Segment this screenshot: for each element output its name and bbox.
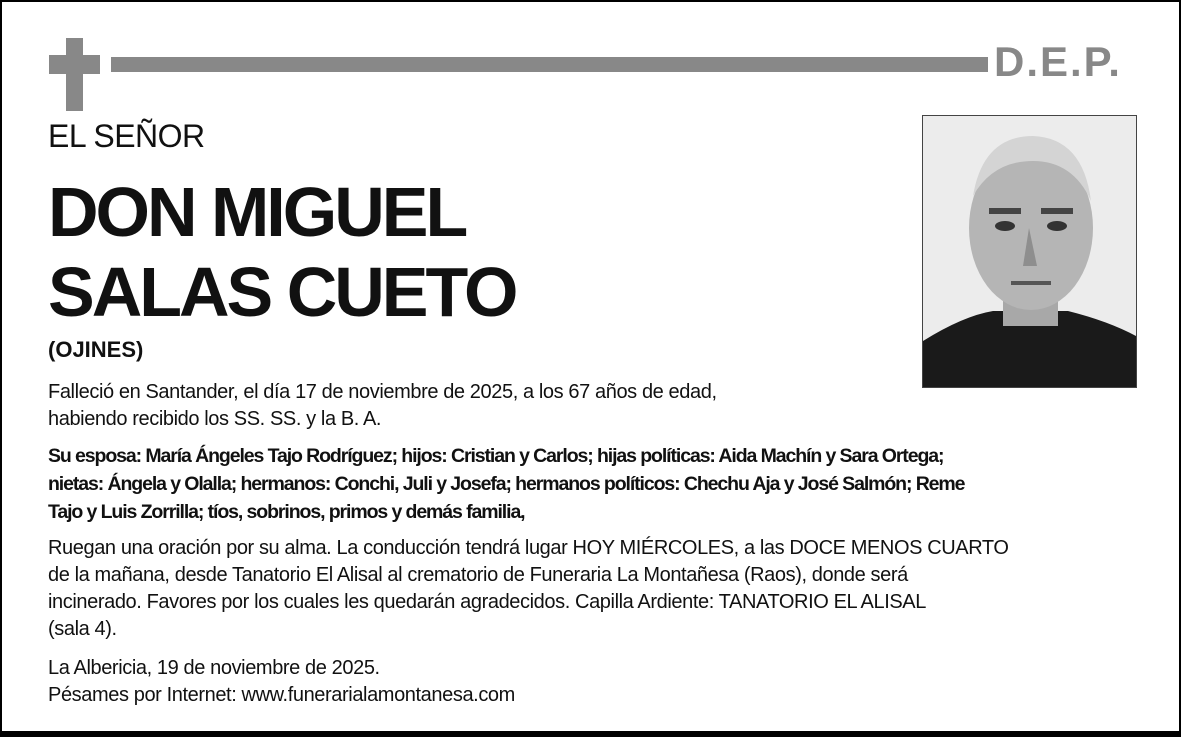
service-line: incinerado. Favores por los cuales les quedarán agradecidos. Capilla Ardiente: TANATORIO EL ALISAL [48, 591, 926, 613]
service-line: (sala 4). [48, 618, 117, 640]
dep-label: D.E.P. [994, 38, 1122, 85]
family-line: nietas: Ángela y Olalla; hermanos: Conchi, Juli y Josefa; hermanos políticos: Chechu Aja y José Salmón; Reme [48, 473, 965, 495]
bottom-rule [2, 731, 1179, 737]
header-rule [111, 57, 988, 72]
death-line: habiendo recibido los SS. SS. y la B. A. [48, 408, 382, 430]
cross-icon-arm [49, 55, 100, 74]
date-line: La Albericia, 19 de noviembre de 2025. [48, 657, 380, 679]
place: (OJINES) [48, 337, 144, 362]
service-line: de la mañana, desde Tanatorio El Alisal al crematorio de Funeraria La Montañesa (Raos), donde será [48, 564, 908, 586]
family-line: Tajo y Luis Zorrilla; tíos, sobrinos, primos y demás familia, [48, 501, 525, 523]
service-line: Ruegan una oración por su alma. La conducción tendrá lugar HOY MIÉRCOLES, a las DOCE MENOS CUARTO [48, 537, 1009, 559]
name-line-1: DON MIGUEL [48, 173, 466, 251]
website-line: Pésames por Internet: www.funerarialamontanesa.com [48, 684, 515, 706]
family-line: Su esposa: María Ángeles Tajo Rodríguez; hijos: Cristian y Carlos; hijas políticas: Aida Machín y Sara Ortega; [48, 445, 944, 467]
portrait-image [923, 116, 1136, 387]
death-line: Falleció en Santander, el día 17 de noviembre de 2025, a los 67 años de edad, [48, 381, 717, 403]
cross-icon [66, 38, 83, 111]
name-line-2: SALAS CUETO [48, 253, 516, 331]
portrait-photo [922, 115, 1137, 388]
title: EL SEÑOR [48, 118, 205, 154]
